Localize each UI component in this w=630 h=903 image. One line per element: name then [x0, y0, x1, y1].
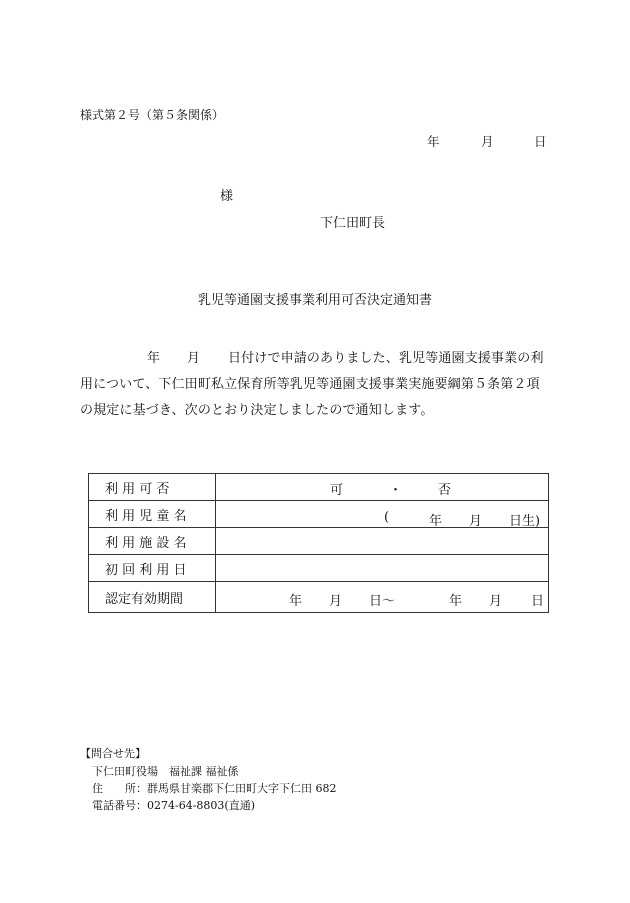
body-year-label: 年 — [147, 351, 161, 366]
date-month-label: 月 — [481, 134, 494, 149]
period-end-month: 月 — [489, 594, 503, 609]
contact-heading: 【問合せ先】 — [80, 747, 146, 760]
period-end-day: 日 — [531, 594, 545, 609]
table-row — [89, 582, 549, 613]
period-end-year: 年 — [449, 594, 463, 609]
row-label-validity-period: 認定有効期間 — [89, 582, 216, 613]
row-label-approval: 利 用 可 否 — [89, 474, 216, 501]
period-start-day: 日～ — [369, 594, 396, 609]
addressee-suffix: 様 — [220, 189, 234, 204]
date-year-label: 年 — [427, 134, 440, 149]
period-start-year: 年 — [289, 594, 303, 609]
table-row — [89, 528, 549, 555]
approval-separator: ・ — [389, 483, 403, 498]
body-month-label: 月 — [187, 351, 201, 366]
table-row — [89, 474, 549, 501]
birth-month-label: 月 — [469, 514, 483, 529]
birth-year-label: 年 — [429, 514, 443, 529]
approval-yes: 可 — [330, 483, 344, 498]
contact-phone: 電話番号：0274-64-8803(直通) — [92, 799, 256, 812]
form-number: 様式第２号（第５条関係） — [80, 108, 225, 122]
body-line-3: の規定に基づき、次のとおり決定しましたので通知します。 — [80, 403, 434, 418]
birth-day-label: 日生) — [509, 514, 541, 529]
row-label-child-name: 利 用 児 童 名 — [89, 501, 216, 528]
body-line-1: 日付けで申請のありました、乳児等通園支援事業の利 — [228, 351, 544, 366]
contact-address: 住 所：群馬県甘楽郡下仁田町大字下仁田 682 — [92, 782, 337, 795]
table-row — [89, 501, 549, 528]
decision-table — [88, 473, 549, 613]
document-title: 乳児等通園支援事業利用可否決定通知書 — [197, 293, 432, 308]
child-name-value-cell — [216, 501, 549, 528]
body-line-2: 用について、下仁田町私立保育所等乳児等通園支援事業実施要綱第５条第２項 — [80, 377, 540, 392]
period-start-month: 月 — [329, 594, 343, 609]
row-label-first-use-date: 初 回 利 用 日 — [89, 555, 216, 582]
date-day-label: 日 — [534, 134, 547, 149]
first-use-value-cell — [216, 555, 549, 582]
birth-open-paren: ( — [384, 510, 390, 525]
approval-no: 否 — [438, 483, 452, 498]
issuer: 下仁田町長 — [320, 216, 386, 231]
row-label-facility: 利 用 施 設 名 — [89, 528, 216, 555]
approval-value-cell — [216, 474, 549, 501]
validity-period-value-cell — [216, 582, 549, 613]
table-row — [89, 555, 549, 582]
contact-office: 下仁田町役場 福祉課 福祉係 — [92, 765, 239, 778]
facility-value-cell — [216, 528, 549, 555]
